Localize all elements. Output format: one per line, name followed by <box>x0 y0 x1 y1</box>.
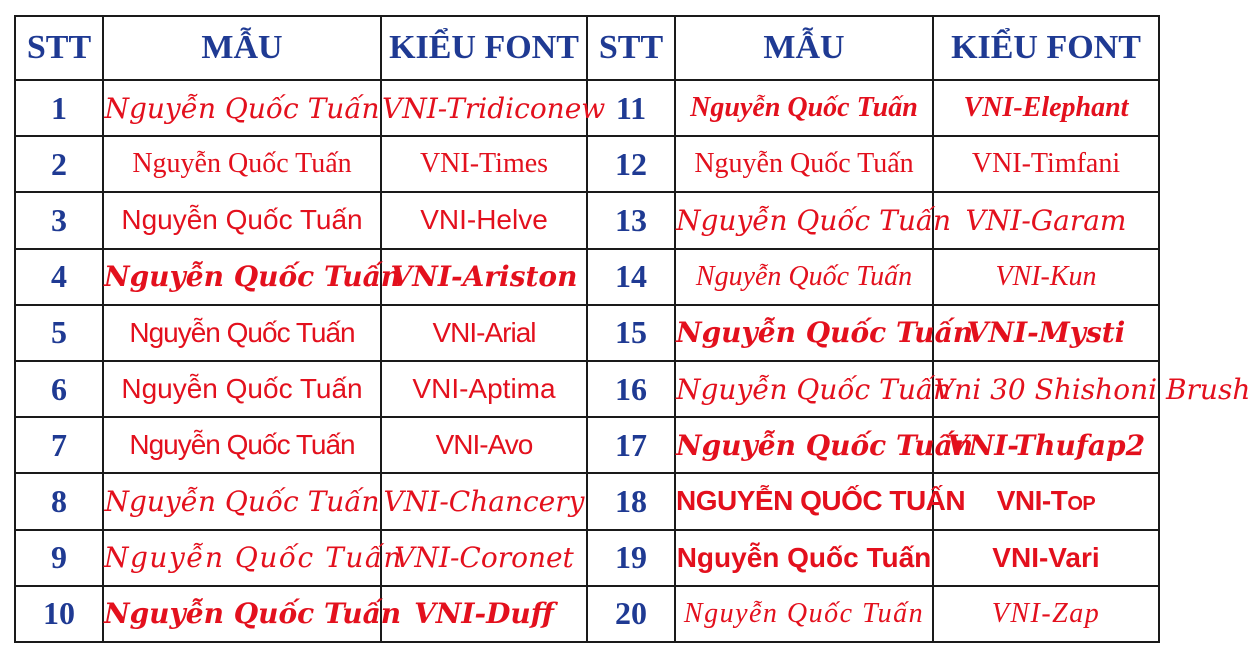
font-sample: Nguyễn Quốc Tuấn <box>103 305 381 361</box>
font-sample: Nguyễn Quốc Tuấn <box>675 305 933 361</box>
table-row <box>15 136 1159 192</box>
table-header-row <box>15 16 1159 80</box>
header-kieu-font: KIỂU FONT <box>381 16 587 80</box>
row-number: 12 <box>587 136 675 192</box>
font-name: VNI-Ariston <box>381 249 587 305</box>
font-name: VNI-Thufap2 <box>933 417 1159 473</box>
row-number: 18 <box>587 473 675 529</box>
font-sample: Nguyễn Quốc Tuấn <box>675 586 933 642</box>
font-name: VNI-Duff <box>381 586 587 642</box>
font-sample: Nguyễn Quốc Tuấn <box>103 530 381 586</box>
font-name: VNI-Garam <box>933 192 1159 248</box>
font-sample: Nguyễn Quốc Tuấn <box>103 80 381 136</box>
row-number: 20 <box>587 586 675 642</box>
font-sample: Nguyễn Quốc Tuấn <box>675 417 933 473</box>
font-name: VNI-Kun <box>933 249 1159 305</box>
font-sample: Nguyễn Quốc Tuấn <box>675 530 933 586</box>
font-sample-sheet <box>14 15 1250 643</box>
font-name: VNI-Vari <box>933 530 1159 586</box>
table-row <box>15 473 1159 529</box>
table-row <box>15 361 1159 417</box>
row-number: 15 <box>587 305 675 361</box>
font-sample: Nguyễn Quốc Tuấn <box>675 192 933 248</box>
font-name: VNI-Tridiconew <box>381 80 587 136</box>
font-name: VNI-Elephant <box>933 80 1159 136</box>
font-sample: Nguyễn Quốc Tuấn <box>103 586 381 642</box>
font-sample: Nguyễn Quốc Tuấn <box>675 80 933 136</box>
table-row <box>15 586 1159 642</box>
font-sample: NGUYỄN QUỐC TUẤN <box>675 473 933 529</box>
font-name: VNI-Timfani <box>933 136 1159 192</box>
row-number: 7 <box>15 417 103 473</box>
table-row <box>15 192 1159 248</box>
header-stt: STT <box>587 16 675 80</box>
row-number: 1 <box>15 80 103 136</box>
row-number: 13 <box>587 192 675 248</box>
table-row <box>15 417 1159 473</box>
row-number: 4 <box>15 249 103 305</box>
header-mau: MẪU <box>675 16 933 80</box>
row-number: 11 <box>587 80 675 136</box>
table-row <box>15 80 1159 136</box>
header-kieu-font: KIỂU FONT <box>933 16 1159 80</box>
font-sample: Nguyễn Quốc Tuấn <box>103 249 381 305</box>
font-table <box>14 15 1250 643</box>
font-name: VNI-Helve <box>381 192 587 248</box>
table-row <box>15 305 1159 361</box>
row-number: 2 <box>15 136 103 192</box>
font-name: VNI-Aptima <box>381 361 587 417</box>
font-name: VNI-Arial <box>381 305 587 361</box>
row-number: 10 <box>15 586 103 642</box>
row-number: 3 <box>15 192 103 248</box>
font-sample: Nguyễn Quốc Tuấn <box>103 136 381 192</box>
font-name: VNI-Coronet <box>381 530 587 586</box>
font-sample: Nguyễn Quốc Tuấn <box>103 361 381 417</box>
row-number: 6 <box>15 361 103 417</box>
table-row <box>15 530 1159 586</box>
font-name: Vni 30 Shishoni Brush <box>933 361 1159 417</box>
header-stt: STT <box>15 16 103 80</box>
row-number: 16 <box>587 361 675 417</box>
font-name: VNI-Times <box>381 136 587 192</box>
row-number: 17 <box>587 417 675 473</box>
row-number: 14 <box>587 249 675 305</box>
font-sample: Nguyễn Quốc Tuấn <box>675 249 933 305</box>
font-name: VNI-Avo <box>381 417 587 473</box>
font-sample: Nguyễn Quốc Tuấn <box>103 192 381 248</box>
table-row <box>15 249 1159 305</box>
font-sample: Nguyễn Quốc Tuấn <box>675 361 933 417</box>
row-number: 8 <box>15 473 103 529</box>
row-number: 5 <box>15 305 103 361</box>
font-name: VNI-Top <box>933 473 1159 529</box>
font-name: VNI-Mysti <box>933 305 1159 361</box>
font-name: VNI-Chancery <box>381 473 587 529</box>
font-sample: Nguyễn Quốc Tuấn <box>675 136 933 192</box>
header-mau: MẪU <box>103 16 381 80</box>
font-sample: Nguyễn Quốc Tuấn <box>103 473 381 529</box>
row-number: 19 <box>587 530 675 586</box>
font-sample: Nguyễn Quốc Tuấn <box>103 417 381 473</box>
row-number: 9 <box>15 530 103 586</box>
font-name: VNI-Zap <box>933 586 1159 642</box>
